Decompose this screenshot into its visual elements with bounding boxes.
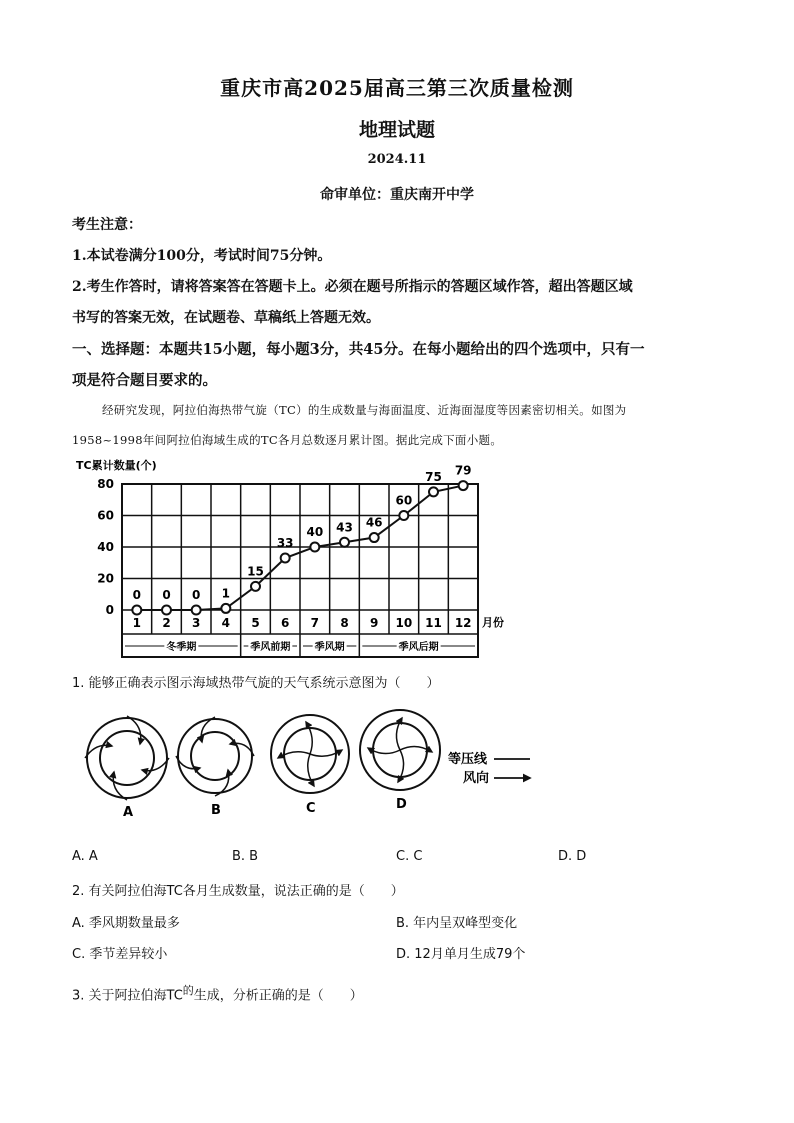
x-tick-label: 2 — [162, 616, 171, 630]
y-tick-label: 80 — [97, 477, 114, 491]
diagram-c — [271, 715, 349, 816]
section-heading-line-2: 项是符合题目要求的。 — [72, 372, 217, 389]
data-label: 79 — [454, 463, 472, 478]
data-label: 15 — [247, 564, 264, 579]
data-point — [251, 582, 260, 591]
q2-stem: 2. 有关阿拉伯海TC各月生成数量，说法正确的是（ ） — [72, 884, 404, 899]
notice-item-2-line-1: 2.考生作答时，请将答案答在答题卡上。必须在题号所指示的答题区域作答，超出答题区域 — [72, 279, 633, 295]
x-tick-label: 3 — [191, 616, 201, 630]
chart-grid — [122, 484, 478, 657]
notice-item-2-line-2: 书写的答案无效，在试题卷、草稿纸上答题无效。 — [72, 310, 380, 326]
x-tick-labels — [133, 616, 472, 630]
x-axis-label: 月份 — [482, 616, 504, 629]
data-point — [399, 511, 408, 520]
q1-stem: 1. 能够正确表示图示海域热带气旋的天气系统示意图为（ ） — [72, 676, 440, 691]
diagram-d — [360, 710, 440, 812]
x-tick-label: 7 — [310, 616, 320, 630]
legend-isobar-label: 等压线 — [448, 752, 488, 767]
intro-line-1: 经研究发现，阿拉伯海热带气旋（TC）的生成数量与海面温度、近海面湿度等因素密切相关。如图为 — [102, 403, 627, 417]
diagram-a-label: A — [123, 805, 134, 820]
data-point — [192, 606, 201, 615]
data-point — [162, 606, 171, 615]
diagram-b — [176, 717, 254, 818]
data-label: 75 — [425, 469, 442, 484]
q2-option-d[interactable]: D. 12月单月生成79个 — [396, 947, 526, 962]
q1-option-d[interactable]: D. D — [558, 849, 587, 864]
section-heading-line-1: 一、选择题：本题共15小题，每小题3分，共45分。在每小题给出的四个选项中，只有一 — [72, 341, 645, 358]
data-label: 0 — [132, 588, 142, 602]
notice-item-1: 1.本试卷满分100分，考试时间75分钟。 — [72, 248, 332, 264]
x-tick-label: 12 — [454, 616, 472, 630]
intro-line-2: 1958~1998年间阿拉伯海域生成的TC各月总数逐月累计图。据此完成下面小题。 — [72, 433, 503, 447]
y-tick-label: 40 — [97, 540, 114, 554]
data-point — [429, 487, 438, 496]
data-point — [221, 604, 230, 613]
y-tick-label: 60 — [97, 508, 114, 523]
x-tick-label: 4 — [221, 616, 231, 630]
q1-option-a[interactable]: A. A — [72, 849, 98, 864]
diagram-a — [85, 716, 169, 820]
season-label: 季风期 — [314, 642, 345, 653]
diagram-d-label: D — [396, 797, 407, 812]
tc-cumulative-chart — [70, 455, 520, 660]
season-bands — [125, 634, 475, 657]
exam-date: 2024.11 — [367, 152, 427, 167]
y-tick-label: 0 — [105, 603, 114, 617]
data-label: 43 — [336, 520, 353, 535]
q2-option-b[interactable]: B. 年内呈双峰型变化 — [396, 916, 518, 931]
season-label: 季风前期 — [250, 642, 291, 653]
data-label: 0 — [162, 588, 171, 602]
diagram-legend — [448, 751, 530, 786]
data-label: 33 — [276, 536, 294, 551]
q3-stem — [72, 982, 363, 1003]
subject-title: 地理试题 — [358, 119, 435, 141]
data-point — [281, 554, 290, 563]
q3-stem-sup: 的 — [182, 984, 194, 997]
x-tick-label: 6 — [280, 616, 290, 630]
data-point — [310, 543, 319, 552]
y-tick-label: 20 — [97, 571, 114, 586]
x-tick-label: 10 — [395, 616, 413, 630]
data-point — [132, 606, 141, 615]
data-label: 60 — [395, 493, 413, 508]
data-point — [459, 481, 468, 490]
data-label: 40 — [306, 525, 324, 539]
season-label: 冬季期 — [166, 642, 197, 653]
x-tick-label: 1 — [132, 616, 142, 630]
x-tick-label: 11 — [425, 616, 442, 630]
x-tick-label: 5 — [251, 616, 260, 630]
q1-option-b[interactable]: B. B — [232, 849, 259, 864]
q1-diagrams — [80, 708, 540, 823]
notice-heading: 考生注意： — [72, 217, 142, 233]
diagram-b-label: B — [211, 803, 221, 818]
diagram-c-label: C — [306, 801, 316, 816]
q3-stem-part-1: 3. 关于阿拉伯海TC — [72, 988, 183, 1004]
data-point — [340, 538, 349, 547]
q3-stem-part-2: 生成，分析正确的是（ ） — [193, 988, 363, 1004]
y-tick-labels — [97, 477, 114, 617]
exam-unit: 命审单位：重庆南开中学 — [320, 187, 474, 203]
data-label: 46 — [365, 515, 383, 530]
data-label: 1 — [221, 586, 231, 601]
exam-title: 重庆市高2025届高三第三次质量检测 — [220, 76, 574, 100]
q2-option-a[interactable]: A. 季风期数量最多 — [72, 916, 180, 931]
legend-wind-label: 风向 — [463, 771, 490, 786]
q1-option-c[interactable]: C. C — [396, 849, 423, 864]
q2-option-c[interactable]: C. 季节差异较小 — [72, 947, 168, 962]
x-tick-label: 8 — [340, 616, 349, 630]
x-tick-label: 9 — [369, 616, 379, 630]
data-point — [370, 533, 379, 542]
season-label: 季风后期 — [398, 642, 439, 653]
y-axis-label: TC累计数量(个) — [76, 459, 157, 472]
data-label: 0 — [191, 588, 201, 602]
